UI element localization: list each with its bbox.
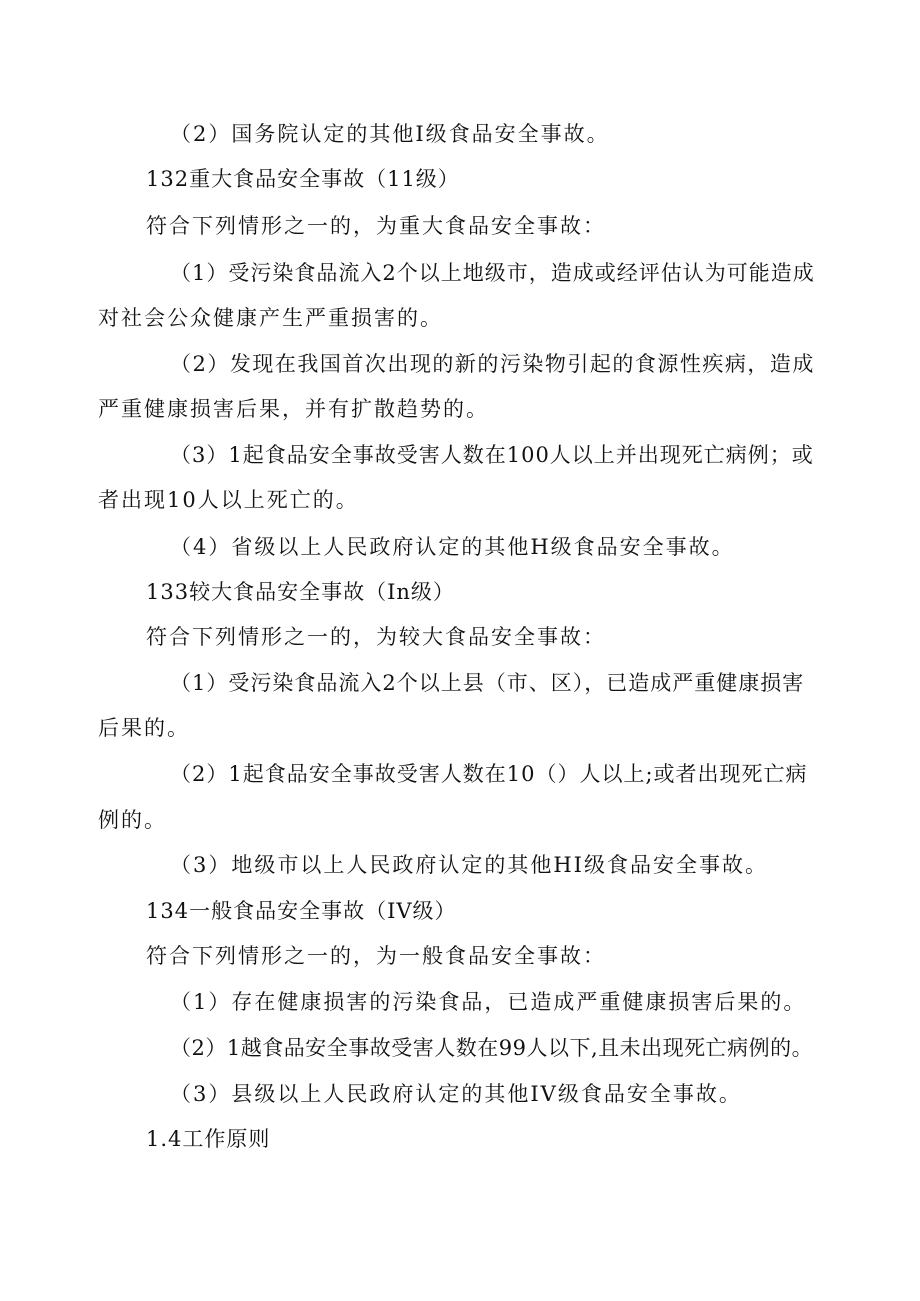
paragraph-major-item-3-line-2: 者出现10人以上死亡的。 — [98, 488, 359, 512]
paragraph-larger-item-1-line-1: （1）受污染食品流入2个以上县（市、区），已造成严重健康损害 — [170, 671, 805, 695]
section-heading-1-3-2: 132重大食品安全事故（11级） — [146, 167, 460, 191]
paragraph-larger-item-1-line-2: 后果的。 — [98, 716, 190, 740]
paragraph-larger-item-2-line-1: （2）1起食品安全事故受害人数在10（）人以上;或者出现死亡病 — [170, 762, 808, 786]
paragraph-larger-item-2-line-2: 例的。 — [98, 808, 167, 832]
paragraph-general-item-3: （3）县级以上人民政府认定的其他IV级食品安全事故。 — [170, 1082, 742, 1106]
paragraph-general-item-2: （2）1越食品安全事故受害人数在99人以下,且未出现死亡病例的。 — [170, 1036, 814, 1060]
paragraph-intro-general: 符合下列情形之一的，为一般食品安全事故： — [146, 944, 606, 968]
paragraph-major-item-3-line-1: （3）1起食品安全事故受害人数在100人以上并出现死亡病例；或 — [170, 443, 814, 467]
paragraph-major-item-1-line-1: （1）受污染食品流入2个以上地级市，造成或经评估认为可能造成 — [170, 261, 815, 285]
paragraph-general-item-1: （1）存在健康损害的污染食品，已造成严重健康损害后果的。 — [170, 990, 807, 1014]
paragraph-major-item-1-line-2: 对社会公众健康产生严重损害的。 — [98, 306, 443, 330]
section-heading-1-3-4: 134一般食品安全事故（IV级） — [146, 899, 457, 923]
paragraph-major-item-4: （4）省级以上人民政府认定的其他H级食品安全事故。 — [170, 535, 735, 559]
paragraph-major-item-2-line-1: （2）发现在我国首次出现的新的污染物引起的食源性疾病，造成 — [170, 352, 815, 376]
paragraph-item-2-national: （2）国务院认定的其他I级食品安全事故。 — [170, 122, 610, 146]
paragraph-intro-major: 符合下列情形之一的，为重大食品安全事故： — [146, 214, 606, 238]
paragraph-major-item-2-line-2: 严重健康损害后果，并有扩散趋势的。 — [98, 397, 489, 421]
section-heading-1-3-3: 133较大食品安全事故（In级） — [146, 580, 455, 604]
paragraph-larger-item-3: （3）地级市以上人民政府认定的其他HI级食品安全事故。 — [170, 853, 768, 877]
section-heading-1-4: 1.4工作原则 — [146, 1127, 271, 1151]
paragraph-intro-larger: 符合下列情形之一的，为较大食品安全事故： — [146, 625, 606, 649]
